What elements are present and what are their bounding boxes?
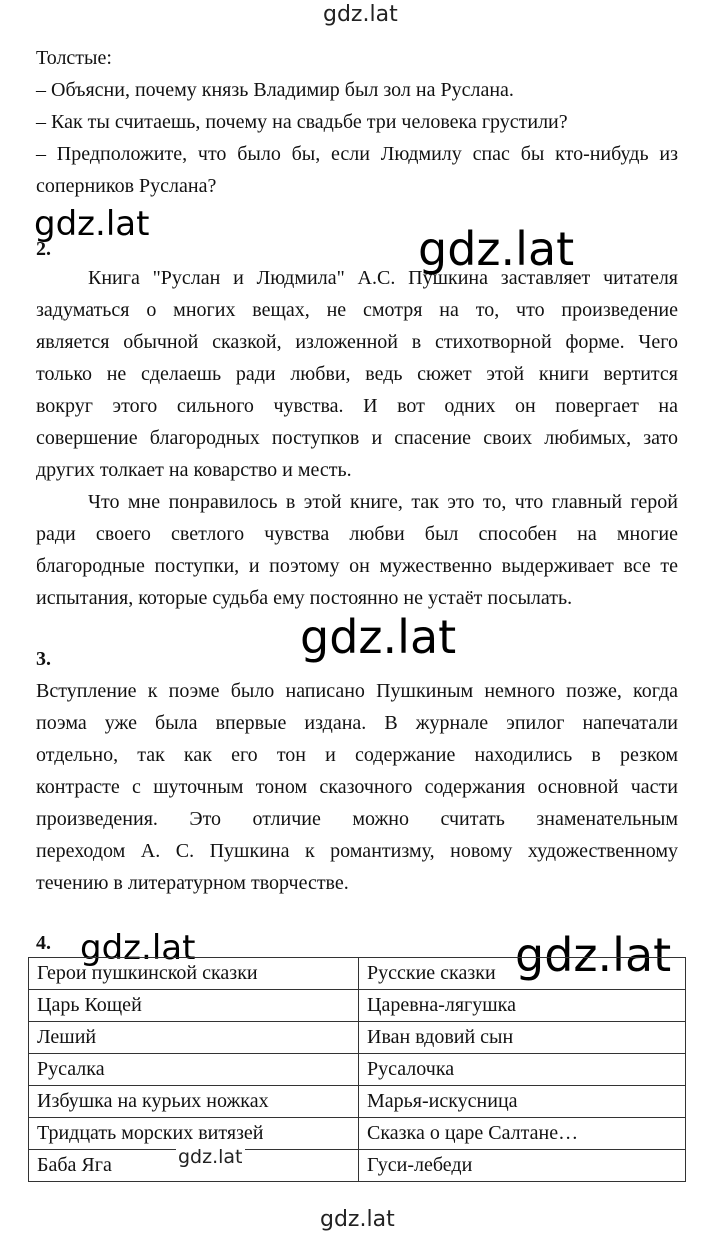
section3-number: 3. (36, 648, 51, 670)
table-cell: Баба Яга (29, 1150, 359, 1182)
table-row (29, 1022, 686, 1054)
table-cell: Сказка о царе Салтане… (359, 1118, 686, 1150)
paragraph-line: произведения. Это отличие можно считать знаменательным (36, 808, 678, 830)
question-3-line: соперников Руслана? (36, 175, 217, 197)
paragraph-line: только не сделаешь ради любви, ведь сюжет этой книги вертится (36, 363, 678, 385)
section4-number: 4. (36, 932, 51, 954)
table-cell: Гуси-лебеди (359, 1150, 686, 1182)
paragraph-line: других толкает на коварство и месть. (36, 459, 352, 481)
table-cell: Русалка (29, 1054, 359, 1086)
table-cell: Русалочка (359, 1054, 686, 1086)
heroes-table (28, 957, 686, 1182)
paragraph-line: испытания, которые судьба ему постоянно не устаёт посылать. (36, 587, 573, 609)
paragraph-line: является обычной сказкой, изложенной в стихотворной форме. Чего (36, 331, 678, 353)
watermark-section2-left: gdz.lat (34, 204, 150, 244)
table-cell: Тридцать морских витязей (29, 1118, 359, 1150)
watermark-top: gdz.lat (323, 2, 398, 27)
table-cell: Герои пушкинской сказки (29, 958, 359, 990)
watermark-section2-center: gdz.lat (418, 222, 575, 276)
table-cell: Иван вдовий сын (359, 1022, 686, 1054)
paragraph-line: течению в литературном творчестве. (36, 872, 349, 894)
section2-paragraph-2 (36, 486, 678, 614)
watermark-section4-right: gdz.lat (515, 928, 672, 982)
paragraph-line: вокруг этого сильного чувства. И вот одних он повергает на (36, 395, 678, 417)
table-cell: Царь Кощей (29, 990, 359, 1022)
table-cell: Леший (29, 1022, 359, 1054)
table-row (29, 1150, 686, 1182)
table-row (29, 1054, 686, 1086)
paragraph-line: благородные поступки, и поэтому он мужественно выдерживает все те (36, 555, 678, 577)
section3-paragraph (36, 675, 678, 899)
question-3-line: – Предположите, что было бы, если Людмилу спас бы кто-нибудь из (36, 143, 678, 165)
paragraph-line: совершение благородных поступков и спасение своих любимых, зато (36, 427, 678, 449)
table-row (29, 1086, 686, 1118)
section2-number: 2. (36, 238, 51, 260)
watermark-section3: gdz.lat (300, 610, 457, 664)
paragraph-line: контрасте с шуточным тоном сказочного содержания основной части (36, 776, 678, 798)
table-cell: Царевна-лягушка (359, 990, 686, 1022)
watermark-bottom: gdz.lat (320, 1207, 395, 1232)
watermark-table: gdz.lat (178, 1146, 243, 1168)
paragraph-line: поэма уже была впервые издана. В журнале эпилог напечатали (36, 712, 678, 734)
paragraph-line: ради своего светлого чувства любви был способен на многие (36, 523, 678, 545)
watermark-section4-left: gdz.lat (80, 928, 196, 968)
table-cell: Русские сказки (359, 958, 686, 990)
paragraph-line: задуматься о многих вещах, не смотря на то, что произведение (36, 299, 678, 321)
table-row (29, 958, 686, 990)
table-cell: Марья-искусница (359, 1086, 686, 1118)
table-row (29, 1118, 686, 1150)
table-cell: Избушка на курьих ножках (29, 1086, 359, 1118)
section2-paragraph-1 (36, 262, 678, 486)
table-row (29, 990, 686, 1022)
paragraph-line: отдельно, так как его тон и содержание находились в резком (36, 744, 678, 766)
question-3 (36, 138, 678, 202)
question-1: – Объясни, почему князь Владимир был зол на Руслана. (36, 79, 514, 101)
paragraph-line: Что мне понравилось в этой книге, так это то, что главный герой (88, 491, 678, 513)
paragraph-line: Книга "Руслан и Людмила" А.С. Пушкина заставляет читателя (88, 267, 678, 289)
paragraph-line: переходом А. С. Пушкина к романтизму, новому художественному (36, 840, 678, 862)
question-2: – Как ты считаешь, почему на свадьбе три человека грустили? (36, 111, 568, 133)
section1-title: Толстые: (36, 47, 112, 69)
paragraph-line: Вступление к поэме было написано Пушкиным немного позже, когда (36, 680, 678, 702)
